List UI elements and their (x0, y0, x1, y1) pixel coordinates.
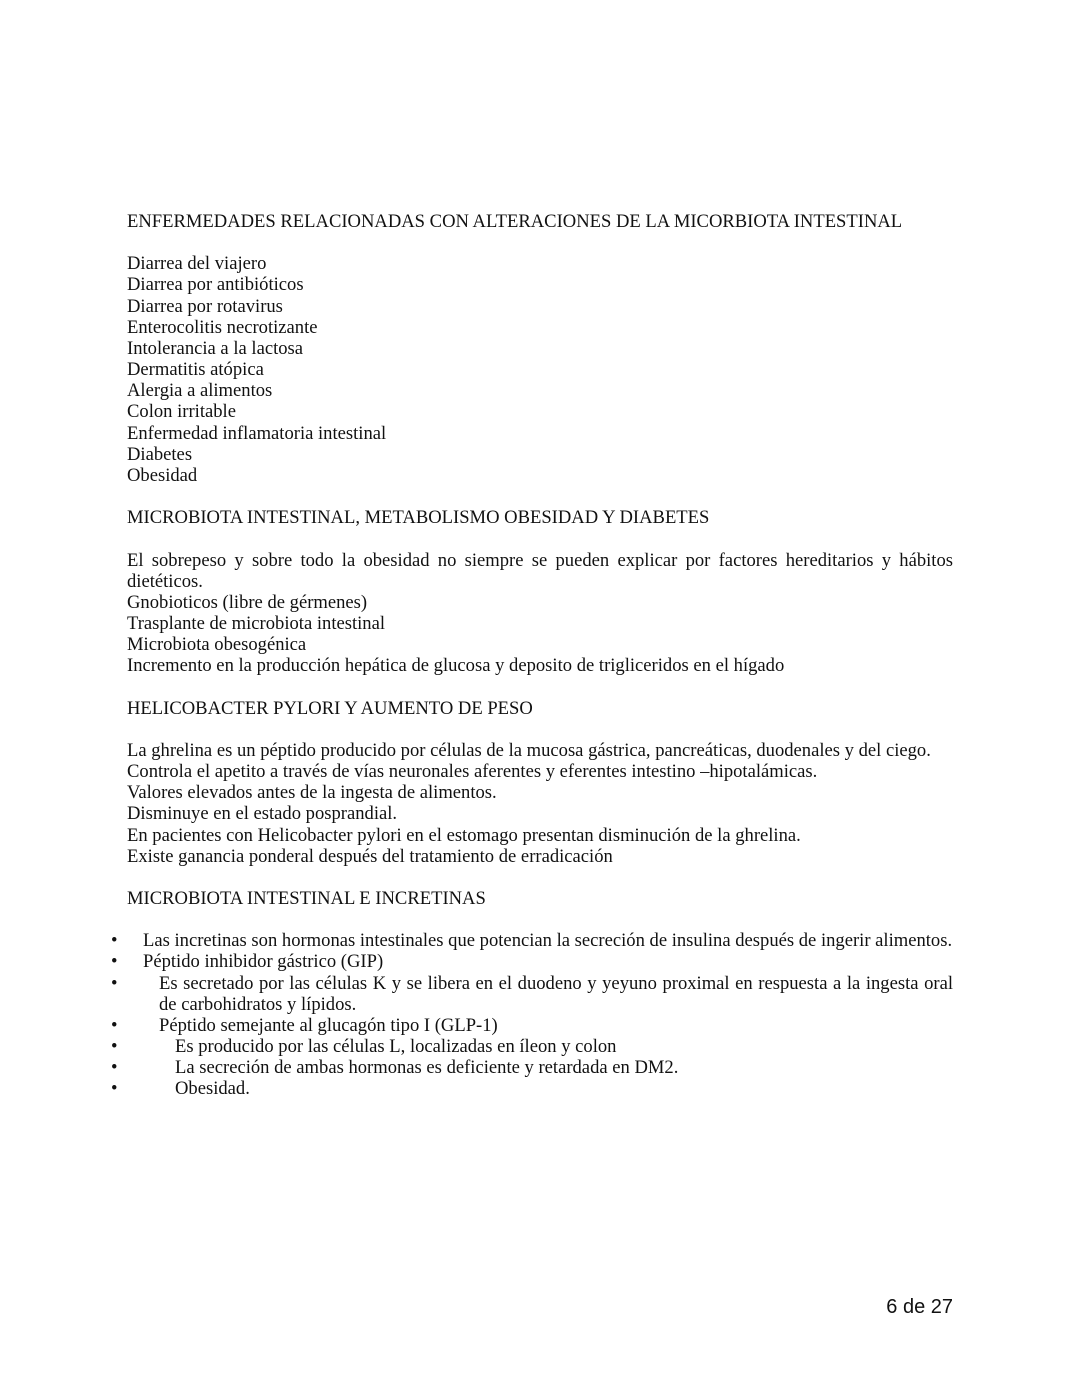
paragraph: La ghrelina es un péptido producido por células de la mucosa gástrica, pancreáticas, duodenales y del ciego. (127, 739, 931, 761)
section-heading: HELICOBACTER PYLORI Y AUMENTO DE PESO (127, 697, 533, 719)
disease-list (127, 253, 953, 486)
list-item: Diarrea del viajero (127, 253, 267, 275)
section-body (127, 550, 953, 677)
list-item: Enterocolitis necrotizante (127, 316, 318, 338)
list-item: Incremento en la producción hepática de glucosa y deposito de trigliceridos en el hígado (127, 655, 785, 677)
section-heading: MICROBIOTA INTESTINAL E INCRETINAS (127, 888, 486, 909)
list-item: Obesidad (127, 464, 198, 486)
list-item: Existe ganancia ponderal después del tratamiento de erradicación (127, 845, 613, 867)
bullet-item: • Péptido inhibidor gástrico (GIP) (127, 951, 953, 972)
section-heading: MICROBIOTA INTESTINAL, METABOLISMO OBESIDAD Y DIABETES (127, 507, 710, 529)
list-item: Valores elevados antes de la ingesta de alimentos. (127, 782, 497, 804)
bullet-item: • Es secretado por las células K y se libera en el duodeno y yeyuno proximal en respuesta a la ingesta oral de carbohidratos y lípidos. (127, 973, 953, 1015)
list-item: Intolerancia a la lactosa (127, 337, 304, 359)
list-item: Alergia a alimentos (127, 380, 273, 402)
paragraph: El sobrepeso y sobre todo la obesidad no siempre se pueden explicar por factores hereditarios y hábitos dietéticos. (127, 549, 953, 592)
list-item: Diarrea por antibióticos (127, 274, 304, 296)
document-body (127, 211, 953, 1100)
section-heading: ENFERMEDADES RELACIONADAS CON ALTERACIONES DE LA MICORBIOTA INTESTINAL (127, 211, 903, 232)
list-item: Controla el apetito a través de vías neuronales aferentes y eferentes intestino –hipotalámicas. (127, 761, 818, 783)
list-item: Trasplante de microbiota intestinal (127, 612, 386, 634)
list-item: Colon irritable (127, 401, 236, 423)
bullet-item: • La secreción de ambas hormonas es deficiente y retardada en DM2. (127, 1057, 953, 1078)
list-item: Diarrea por rotavirus (127, 295, 283, 317)
list-item: Disminuye en el estado posprandial. (127, 803, 398, 825)
list-item: Gnobioticos (libre de gérmenes) (127, 591, 368, 613)
bullet-item: • Péptido semejante al glucagón tipo I (GLP-1) (127, 1015, 953, 1036)
bullet-list (127, 930, 953, 1099)
list-item: Microbiota obesogénica (127, 634, 307, 656)
section-body (127, 740, 953, 867)
bullet-item: • Obesidad. (127, 1078, 953, 1099)
bullet-item: • Es producido por las células L, localizadas en íleon y colon (127, 1036, 953, 1057)
bullet-item: • Las incretinas son hormonas intestinales que potencian la secreción de insulina después de ingerir alimentos. (127, 930, 953, 951)
list-item: Diabetes (127, 443, 193, 465)
list-item: Enfermedad inflamatoria intestinal (127, 422, 387, 444)
list-item: En pacientes con Helicobacter pylori en el estomago presentan disminución de la ghrelina. (127, 824, 801, 846)
list-item: Dermatitis atópica (127, 359, 264, 381)
page-number: 6 de 27 (886, 1296, 953, 1318)
